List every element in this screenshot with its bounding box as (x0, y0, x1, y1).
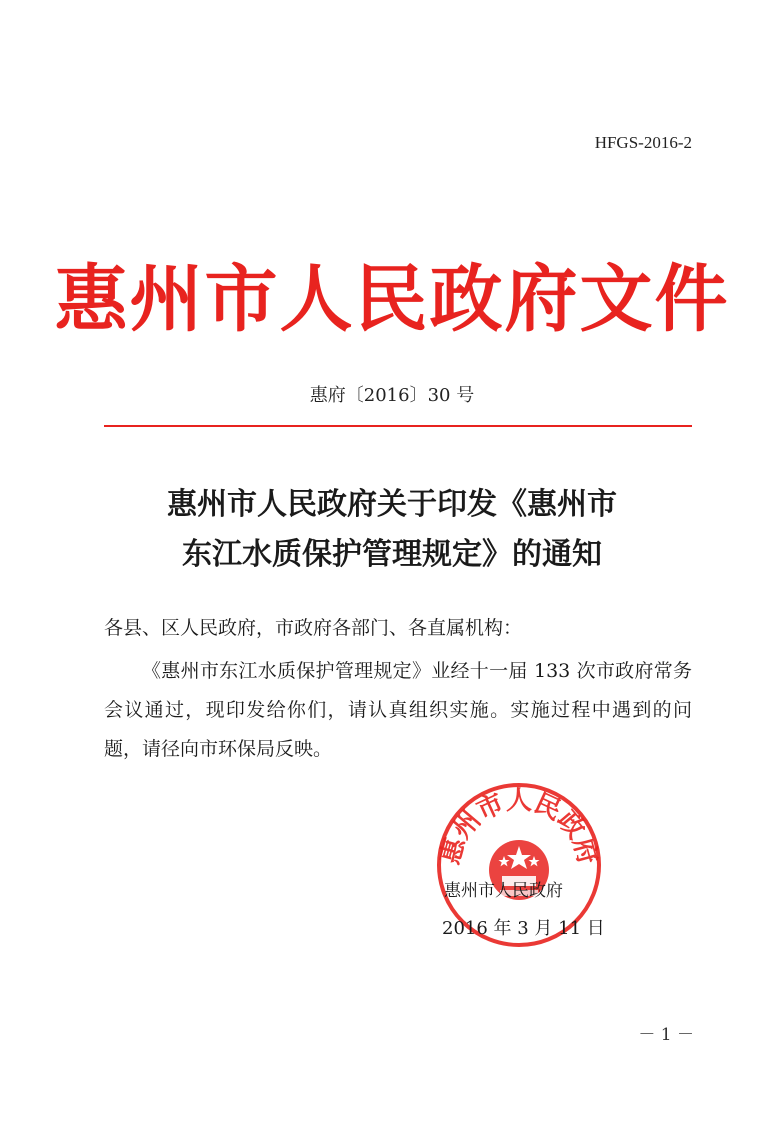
notice-title-line-1: 惠州市人民政府关于印发《惠州市 (167, 487, 617, 522)
document-number: 惠府〔2016〕30 号 (309, 385, 475, 406)
svg-text:惠州市人民政府: 惠州市人民政府 (435, 786, 603, 868)
issuing-authority: 惠州市人民政府 (444, 881, 563, 901)
page-number: － 1 － (638, 1025, 694, 1045)
notice-title-line-2: 东江水质保护管理规定》的通知 (182, 537, 602, 572)
red-divider-line (104, 425, 692, 427)
body-paragraph: 《惠州市东江水质保护管理规定》业经十一届 133 次市政府常务会议通过，现印发给你们，请认真组织实施。实施过程中遇到的问题，请径向市环保局反映。 (104, 660, 692, 760)
notice-title (0, 480, 784, 580)
issue-date: 2016 年 3 月 11 日 (442, 918, 605, 939)
masthead-title: 惠州市人民政府文件 (54, 257, 730, 342)
document-code: HFGS-2016-2 (594, 133, 692, 152)
salutation: 各县、区人民政府，市政府各部门、各直属机构： (104, 617, 523, 639)
